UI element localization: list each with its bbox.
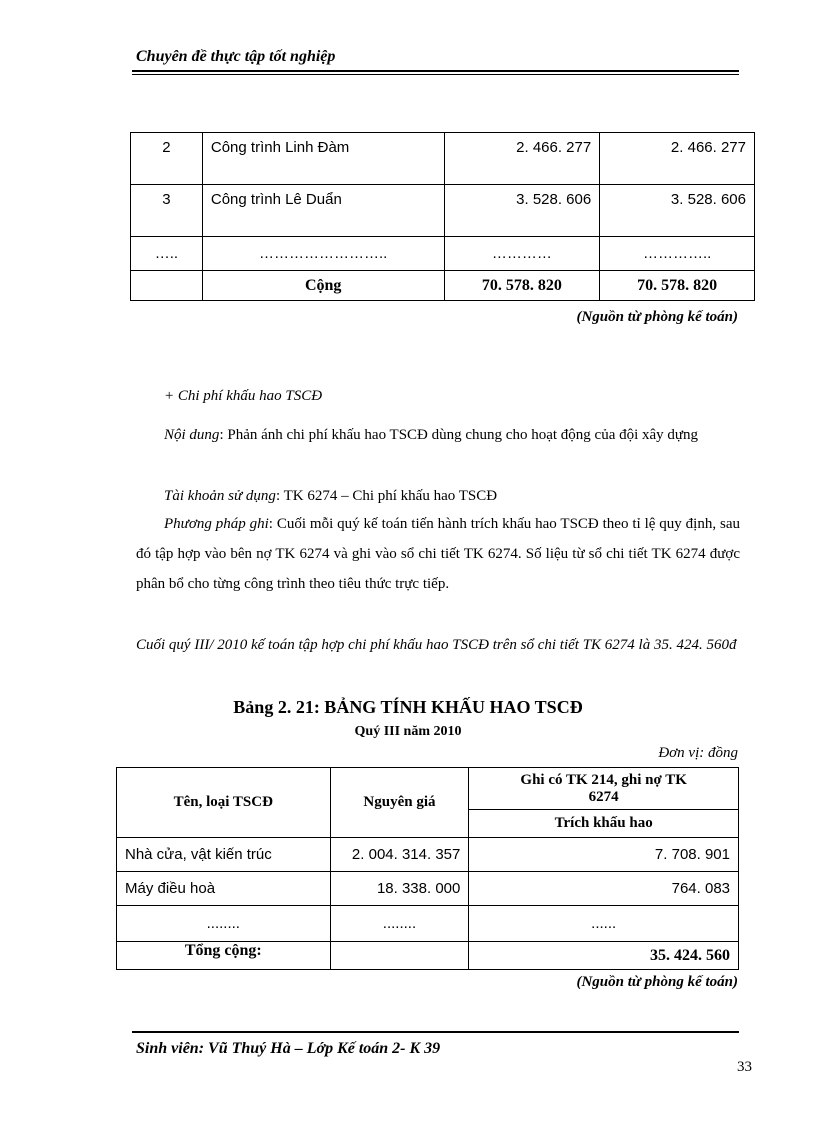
table-row bbox=[131, 133, 755, 185]
account-paragraph bbox=[164, 481, 497, 511]
section-heading: + Chi phí khấu hao TSCĐ bbox=[164, 388, 323, 404]
table-row bbox=[117, 906, 739, 942]
method-paragraph bbox=[136, 509, 740, 599]
method-text: : Cuối mỗi quý kế toán tiến hành trích khấu hao TSCĐ theo tỉ lệ quy định, sau đó tập hợp vào bên nợ TK 6274 và ghi vào sổ chi tiết TK 6274. Số liệu từ sổ chi tiết TK 6274 được phân bổ cho từng công trình theo tiêu thức trực tiếp. bbox=[136, 516, 740, 592]
empty-cell bbox=[330, 942, 469, 970]
row-number: ….. bbox=[131, 237, 203, 271]
footer-student: Sinh viên: Vũ Thuý Hà – Lớp Kế toán 2- K 39 bbox=[136, 1040, 441, 1057]
total-value: 70. 578. 820 bbox=[444, 271, 600, 301]
content-text: : Phản ánh chi phí khấu hao TSCĐ dùng chung cho hoạt động của đội xây dựng bbox=[219, 427, 699, 443]
depreciation-table bbox=[116, 767, 739, 970]
table-row bbox=[131, 237, 755, 271]
project-name: Công trình Lê Duẩn bbox=[202, 185, 444, 237]
value-cell: 3. 528. 606 bbox=[600, 185, 755, 237]
total-label: Cộng bbox=[202, 271, 444, 301]
total-row bbox=[131, 271, 755, 301]
value-cell: 2. 466. 277 bbox=[444, 133, 600, 185]
project-name: …………………….. bbox=[202, 237, 444, 271]
header-rule-thick bbox=[132, 70, 739, 72]
value-cell: 3. 528. 606 bbox=[444, 185, 600, 237]
asset-depreciation: 764. 083 bbox=[469, 872, 739, 906]
value-cell: ………….. bbox=[600, 237, 755, 271]
value-cell: 2. 466. 277 bbox=[600, 133, 755, 185]
value-cell: ………… bbox=[444, 237, 600, 271]
account-label: Tài khoản sử dụng bbox=[164, 488, 276, 504]
asset-cost: ........ bbox=[330, 906, 469, 942]
asset-name: ........ bbox=[117, 906, 331, 942]
header-rule-thin bbox=[132, 74, 739, 75]
total-depreciation: 35. 424. 560 bbox=[469, 942, 739, 970]
table-row bbox=[117, 872, 739, 906]
table2-title: Bảng 2. 21: BẢNG TÍNH KHẤU HAO TSCĐ bbox=[233, 697, 583, 717]
header-depreciation: Trích khấu hao bbox=[469, 810, 739, 838]
summary-paragraph: Cuối quý III/ 2010 kế toán tập hợp chi phí khấu hao TSCĐ trên sổ chi tiết TK 6274 là 35. 424. 560đ bbox=[136, 637, 737, 653]
content-paragraph bbox=[136, 420, 740, 450]
asset-name: Máy điều hoà bbox=[117, 872, 331, 906]
table-row bbox=[131, 185, 755, 237]
project-name: Công trình Linh Đàm bbox=[202, 133, 444, 185]
method-label: Phương pháp ghi bbox=[164, 516, 269, 532]
asset-depreciation: 7. 708. 901 bbox=[469, 838, 739, 872]
table2-unit: Đơn vị: đồng bbox=[658, 745, 738, 761]
asset-name: Nhà cửa, vật kiến trúc bbox=[117, 838, 331, 872]
account-text: : TK 6274 – Chi phí khấu hao TSCĐ bbox=[275, 488, 498, 504]
cost-table bbox=[130, 132, 755, 301]
header-cost: Nguyên giá bbox=[330, 768, 469, 838]
row-number: 2 bbox=[131, 133, 203, 185]
table1-source: (Nguồn từ phòng kế toán) bbox=[576, 309, 738, 325]
total-value: 70. 578. 820 bbox=[600, 271, 755, 301]
row-number: 3 bbox=[131, 185, 203, 237]
asset-cost: 2. 004. 314. 357 bbox=[330, 838, 469, 872]
empty-cell bbox=[131, 271, 203, 301]
asset-depreciation: ...... bbox=[469, 906, 739, 942]
table2-subtitle: Quý III năm 2010 bbox=[354, 724, 462, 739]
total-row bbox=[117, 942, 739, 970]
page-number: 33 bbox=[737, 1059, 752, 1075]
table-row bbox=[117, 838, 739, 872]
content-label: Nội dung bbox=[164, 427, 220, 443]
table2-source: (Nguồn từ phòng kế toán) bbox=[576, 974, 738, 990]
footer-rule bbox=[132, 1031, 739, 1033]
asset-cost: 18. 338. 000 bbox=[330, 872, 469, 906]
total-label: Tổng cộng: bbox=[117, 942, 331, 970]
table-header-row bbox=[117, 768, 739, 810]
header-title: Chuyên đề thực tập tốt nghiệp bbox=[136, 48, 336, 65]
header-credit: Ghi có TK 214, ghi nợ TK 6274 bbox=[469, 768, 739, 810]
header-name: Tên, loại TSCĐ bbox=[117, 768, 331, 838]
